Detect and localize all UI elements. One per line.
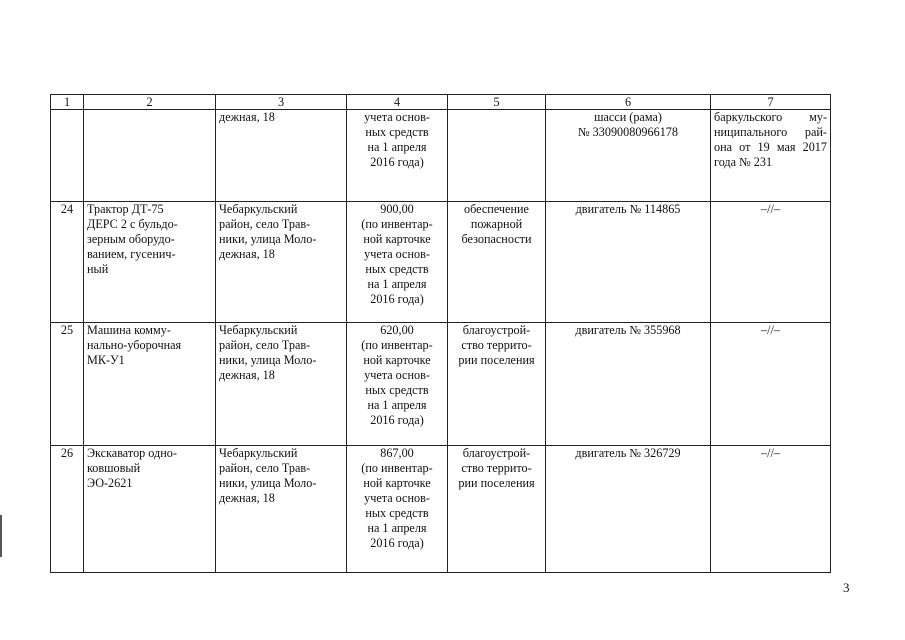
continuation-row bbox=[51, 110, 831, 202]
cell-details bbox=[546, 446, 711, 573]
text-line: пожарной bbox=[470, 217, 523, 231]
text-line: 2016 года) bbox=[370, 292, 424, 306]
cell-details bbox=[546, 110, 711, 202]
text-line: благоустрой- bbox=[462, 323, 531, 337]
text-line: благоустрой- bbox=[462, 446, 531, 460]
text-line: ной карточке bbox=[363, 353, 431, 367]
text-line: учета основ- bbox=[364, 110, 430, 124]
property-table bbox=[50, 94, 831, 573]
text-line: Трактор ДТ-75 bbox=[87, 202, 164, 216]
text-line: ниципального рай- bbox=[714, 125, 827, 139]
text-line: ной карточке bbox=[363, 232, 431, 246]
text-line: 867,00 bbox=[380, 446, 414, 460]
text-line: ники, улица Моло- bbox=[219, 232, 317, 246]
text-line: дежная, 18 bbox=[219, 110, 275, 124]
cell-name bbox=[84, 202, 216, 323]
text-line: на 1 апреля bbox=[367, 398, 427, 412]
text-line: (по инвентар- bbox=[361, 338, 433, 352]
text-line: ство террито- bbox=[461, 338, 532, 352]
cell-basis: –//– bbox=[711, 202, 831, 323]
cell-cost bbox=[347, 446, 448, 573]
text-line: 2016 года) bbox=[370, 155, 424, 169]
text-line: на 1 апреля bbox=[367, 277, 427, 291]
cell-address bbox=[216, 110, 347, 202]
cell-basis: –//– bbox=[711, 446, 831, 573]
text-line: 900,00 bbox=[380, 202, 414, 216]
cell-name bbox=[84, 110, 216, 202]
text-line: рии поселения bbox=[458, 476, 535, 490]
cell-purpose bbox=[448, 110, 546, 202]
cell-address bbox=[216, 446, 347, 573]
cell-num: 26 bbox=[51, 446, 84, 573]
column-number: 4 bbox=[347, 95, 448, 110]
cell-num: 24 bbox=[51, 202, 84, 323]
cell-address bbox=[216, 323, 347, 446]
text-line: (по инвентар- bbox=[361, 217, 433, 231]
text-line: ный bbox=[87, 262, 109, 276]
cell-purpose bbox=[448, 446, 546, 573]
text-line: учета основ- bbox=[364, 491, 430, 505]
text-line: дежная, 18 bbox=[219, 491, 275, 505]
cell-basis: –//– bbox=[711, 323, 831, 446]
text-line: двигатель № 326729 bbox=[575, 446, 681, 460]
text-line: ных средств bbox=[365, 125, 429, 139]
text-line: года № 231 bbox=[714, 155, 773, 169]
cell-purpose bbox=[448, 202, 546, 323]
text-line: баркульского му- bbox=[714, 110, 827, 124]
text-line: учета основ- bbox=[364, 247, 430, 261]
column-number: 1 bbox=[51, 95, 84, 110]
text-line: двигатель № 114865 bbox=[575, 202, 681, 216]
cell-details bbox=[546, 202, 711, 323]
text-line: 620,00 bbox=[380, 323, 414, 337]
text-line: район, село Трав- bbox=[219, 217, 311, 231]
text-line: район, село Трав- bbox=[219, 461, 311, 475]
text-line: ники, улица Моло- bbox=[219, 476, 317, 490]
text-line: Машина комму- bbox=[87, 323, 171, 337]
cell-name bbox=[84, 323, 216, 446]
text-line: нально-уборочная bbox=[87, 338, 182, 352]
cell-purpose bbox=[448, 323, 546, 446]
column-number: 6 bbox=[546, 95, 711, 110]
text-line: ковшовый bbox=[87, 461, 141, 475]
text-line: учета основ- bbox=[364, 368, 430, 382]
text-line: безопасности bbox=[461, 232, 532, 246]
column-number-header-row bbox=[51, 95, 831, 110]
column-number: 3 bbox=[216, 95, 347, 110]
text-line: (по инвентар- bbox=[361, 461, 433, 475]
text-line: ДЕРС 2 с бульдо- bbox=[87, 217, 178, 231]
text-line: ванием, гусенич- bbox=[87, 247, 176, 261]
column-number: 7 bbox=[711, 95, 831, 110]
text-line: ных средств bbox=[365, 506, 429, 520]
cell-address bbox=[216, 202, 347, 323]
cell-cost bbox=[347, 323, 448, 446]
text-line: № 33090080966178 bbox=[578, 125, 678, 139]
column-number: 5 bbox=[448, 95, 546, 110]
text-line: ной карточке bbox=[363, 476, 431, 490]
text-line: ЭО-2621 bbox=[87, 476, 133, 490]
text-line: 2016 года) bbox=[370, 536, 424, 550]
cell-num: 25 bbox=[51, 323, 84, 446]
text-line: рии поселения bbox=[458, 353, 535, 367]
text-line: на 1 апреля bbox=[367, 521, 427, 535]
text-line: Экскаватор одно- bbox=[87, 446, 177, 460]
table-row bbox=[51, 323, 831, 446]
text-line: зерным оборудо- bbox=[87, 232, 175, 246]
text-line: МК-У1 bbox=[87, 353, 125, 367]
text-line: дежная, 18 bbox=[219, 247, 275, 261]
text-line: шасси (рама) bbox=[594, 110, 662, 124]
page-number: 3 bbox=[843, 580, 850, 595]
cell-details bbox=[546, 323, 711, 446]
text-line: район, село Трав- bbox=[219, 338, 311, 352]
text-line: Чебаркульский bbox=[219, 202, 298, 216]
text-line: Чебаркульский bbox=[219, 323, 298, 337]
text-line: 2016 года) bbox=[370, 413, 424, 427]
text-line: ство террито- bbox=[461, 461, 532, 475]
cell-name bbox=[84, 446, 216, 573]
text-line: ных средств bbox=[365, 262, 429, 276]
cell-basis bbox=[711, 110, 831, 202]
text-line: она от 19 мая 2017 bbox=[714, 140, 827, 154]
cell-cost bbox=[347, 202, 448, 323]
scan-edge-mark bbox=[0, 515, 2, 557]
text-line: ники, улица Моло- bbox=[219, 353, 317, 367]
text-line: дежная, 18 bbox=[219, 368, 275, 382]
table-row bbox=[51, 446, 831, 573]
text-line: ных средств bbox=[365, 383, 429, 397]
text-line: Чебаркульский bbox=[219, 446, 298, 460]
column-number: 2 bbox=[84, 95, 216, 110]
text-line: на 1 апреля bbox=[367, 140, 427, 154]
text-line: двигатель № 355968 bbox=[575, 323, 681, 337]
cell-num bbox=[51, 110, 84, 202]
cell-cost bbox=[347, 110, 448, 202]
table-row bbox=[51, 202, 831, 323]
text-line: обеспечение bbox=[464, 202, 529, 216]
